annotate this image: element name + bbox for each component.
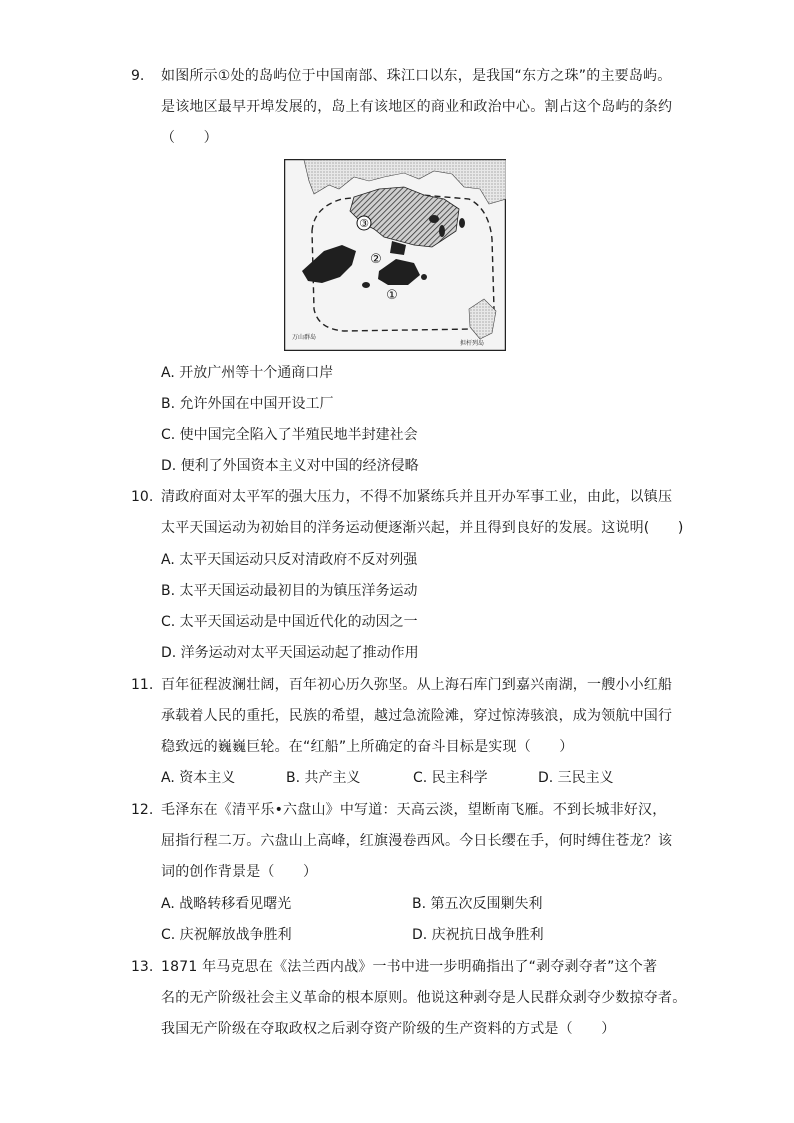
question-10-option-b[interactable]: B. 太平天国运动最初目的为镇压洋务运动 <box>161 583 418 599</box>
question-9-option-c[interactable]: C. 使中国完全陷入了半殖民地半封建社会 <box>161 427 418 443</box>
question-12-option-b[interactable]: B. 第五次反围剿失利 <box>412 896 543 912</box>
question-10-option-a[interactable]: A. 太平天国运动只反对清政府不反对列强 <box>161 552 418 568</box>
small-island <box>421 274 427 280</box>
question-12-line-1: 毛泽东在《清平乐•六盘山》中写道：天高云淡，望断南飞雁。不到长城非好汉， <box>161 802 667 818</box>
question-9-line-2: 是该地区最早开埠发展的，岛上有该地区的商业和政治中心。割占这个岛屿的条约 <box>161 99 673 115</box>
question-11-option-c[interactable]: C. 民主科学 <box>413 770 488 786</box>
question-12-option-d[interactable]: D. 庆祝抗日战争胜利 <box>412 927 544 943</box>
map-label-2: ② <box>370 252 382 267</box>
question-10-option-d[interactable]: D. 洋务运动对太平天国运动起了推动作用 <box>161 645 419 661</box>
map-label-wanshan: 万山群岛 <box>292 334 317 341</box>
map-label-1: ① <box>386 288 398 303</box>
hong-kong-map <box>284 159 506 351</box>
question-10-option-c[interactable]: C. 太平天国运动是中国近代化的动因之一 <box>161 614 418 630</box>
question-13-line-2: 名的无产阶级社会主义革命的根本原则。他说这种剥夺是人民群众剥夺少数掠夺者。 <box>161 990 687 1006</box>
small-island <box>362 282 370 288</box>
question-9-line-3: （ ） <box>161 130 218 146</box>
question-12-line-2: 屈指行程二万。六盘山上高峰，红旗漫卷西风。今日长缨在手，何时缚住苍龙？该 <box>161 833 673 849</box>
question-12-number: 12. <box>131 802 154 818</box>
question-10-line-1: 清政府面对太平军的强大压力，不得不加紧练兵并且开办军事工业，由此，以镇压 <box>161 489 673 505</box>
question-10-number: 10. <box>131 489 154 505</box>
map-label-dangan: 担杆列岛 <box>460 340 485 347</box>
small-island <box>459 218 465 228</box>
question-13-line-3: 我国无产阶级在夺取政权之后剥夺资产阶级的生产资料的方式是（ ） <box>161 1021 616 1037</box>
question-13-number: 13. <box>131 959 154 975</box>
question-9-option-b[interactable]: B. 允许外国在中国开设工厂 <box>161 396 334 412</box>
question-13-line-1: 1871 年马克思在《法兰西内战》一书中进一步明确指出了“剥夺剥夺者”这个著 <box>161 959 658 975</box>
question-11-option-b[interactable]: B. 共产主义 <box>286 770 361 786</box>
question-9-number: 9. <box>131 68 145 84</box>
map-label-3: ③ <box>359 217 369 230</box>
small-island <box>429 215 439 223</box>
question-11-line-3: 稳致远的巍巍巨轮。在“红船”上所确定的奋斗目标是实现（ ） <box>161 739 574 755</box>
question-11-option-d[interactable]: D. 三民主义 <box>538 770 614 786</box>
question-10-line-2: 太平天国运动为初始目的洋务运动便逐渐兴起，并且得到良好的发展。这说明( ) <box>161 520 684 536</box>
question-11-option-a[interactable]: A. 资本主义 <box>161 770 236 786</box>
question-12-option-c[interactable]: C. 庆祝解放战争胜利 <box>161 927 292 943</box>
question-11-line-1: 百年征程波澜壮阔，百年初心历久弥坚。从上海石库门到嘉兴南湖，一艘小小红船 <box>161 677 673 693</box>
question-11-number: 11. <box>131 677 154 693</box>
question-12-line-3: 词的创作背景是（ ） <box>161 864 318 880</box>
question-9-option-a[interactable]: A. 开放广州等十个通商口岸 <box>161 365 334 381</box>
question-9-option-d[interactable]: D. 便利了外国资本主义对中国的经济侵略 <box>161 458 419 474</box>
question-11-line-2: 承载着人民的重托，民族的希望，越过急流险滩，穿过惊涛骇浪，成为领航中国行 <box>161 708 673 724</box>
small-island <box>439 225 445 237</box>
question-12-option-a[interactable]: A. 战略转移看见曙光 <box>161 896 292 912</box>
question-9-line-1: 如图所示①处的岛屿位于中国南部、珠江口以东，是我国“东方之珠”的主要岛屿。 <box>161 68 672 84</box>
